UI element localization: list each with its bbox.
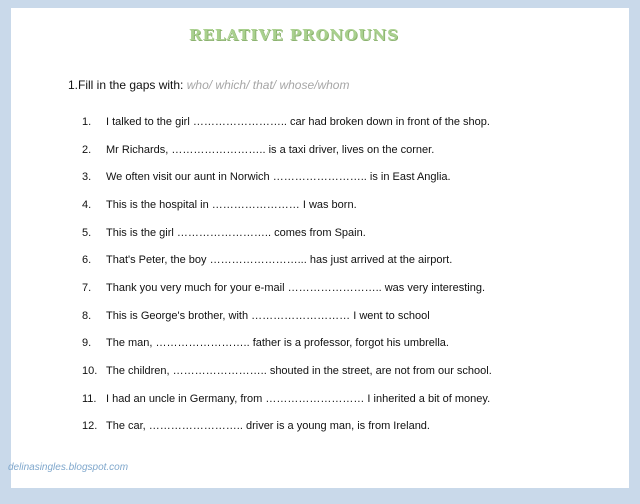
item-number: 11.: [82, 393, 97, 405]
item-text: I had an uncle in Germany, from ……………………… I inherited a bit of money.: [106, 393, 491, 405]
item-number: 3.: [82, 171, 92, 183]
item-text: We often visit our aunt in Norwich …………………….. is in East Anglia.: [106, 171, 451, 183]
exercise-item: [82, 225, 366, 241]
item-number: 2.: [82, 144, 92, 156]
instruction-label: 1.Fill in the gaps with:: [68, 78, 184, 92]
exercise-item: [82, 418, 430, 434]
worksheet-title: RELATIVE PRONOUNS: [189, 26, 399, 44]
item-number: 10.: [82, 365, 98, 377]
item-text: That's Peter, the boy ……………………... has just arrived at the airport.: [106, 254, 453, 266]
instruction-options: who/ which/ that/ whose/whom: [186, 78, 350, 92]
item-number: 12.: [82, 420, 98, 432]
item-number: 8.: [82, 310, 92, 322]
item-text: This is George's brother, with ……………………… I went to school: [106, 310, 430, 322]
item-text: The children, …………………….. shouted in the street, are not from our school.: [106, 365, 492, 377]
exercise-item: [82, 142, 434, 158]
exercise-item: [82, 335, 449, 351]
exercise-item: [82, 169, 451, 185]
exercise-item: [82, 197, 357, 213]
item-text: Mr Richards, …………………….. is a taxi driver, lives on the corner.: [106, 144, 435, 156]
item-text: This is the girl …………………….. comes from Spain.: [106, 227, 366, 239]
exercise-item: [82, 363, 492, 379]
item-number: 1.: [82, 116, 92, 128]
item-text: This is the hospital in …………………… I was born.: [106, 199, 357, 211]
item-number: 4.: [82, 199, 92, 211]
item-number: 6.: [82, 254, 92, 266]
blog-watermark: delinasingles.blogspot.com: [8, 462, 129, 473]
exercise-item: [82, 308, 430, 324]
item-number: 5.: [82, 227, 92, 239]
instruction: [68, 78, 349, 92]
item-number: 7.: [82, 282, 92, 294]
item-text: The car, …………………….. driver is a young man, is from Ireland.: [106, 420, 430, 432]
exercise-item: [82, 391, 490, 407]
item-text: Thank you very much for your e-mail …………………….. was very interesting.: [106, 282, 485, 294]
exercise-item: [82, 114, 490, 130]
item-number: 9.: [82, 337, 92, 349]
item-text: I talked to the girl …………………….. car had broken down in front of the shop.: [106, 116, 490, 128]
exercise-item: [82, 252, 452, 268]
exercise-item: [82, 280, 485, 296]
item-text: The man, …………………….. father is a professor, forgot his umbrella.: [106, 337, 449, 349]
